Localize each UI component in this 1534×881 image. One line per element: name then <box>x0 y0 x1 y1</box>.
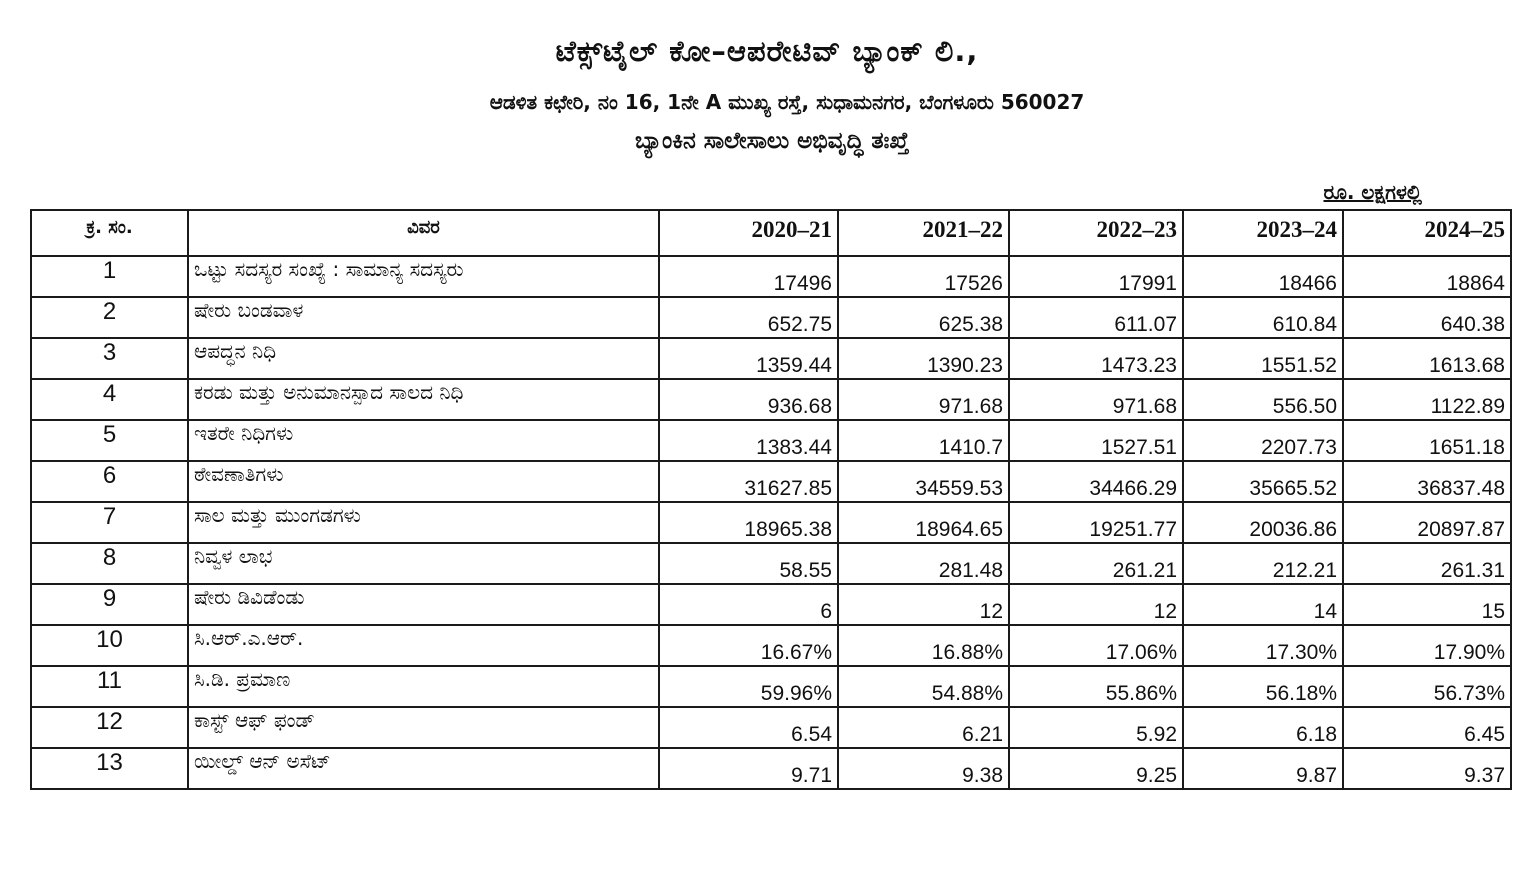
value-cell: 20897.87 <box>1343 502 1511 543</box>
value-cell: 6.54 <box>659 707 838 748</box>
table-header-row <box>31 210 1511 256</box>
value-cell: 1527.51 <box>1009 420 1183 461</box>
serial-number-cell: 11 <box>31 666 188 707</box>
particulars-cell: ಠೇವಣಾತಿಗಳು <box>188 461 659 502</box>
value-cell: 17.90% <box>1343 625 1511 666</box>
table-body <box>31 256 1511 789</box>
value-cell: 9.38 <box>838 748 1009 789</box>
value-cell: 1383.44 <box>659 420 838 461</box>
column-header-year: 2020–21 <box>659 210 838 256</box>
value-cell: 1122.89 <box>1343 379 1511 420</box>
unit-note: ರೂ. ಲಕ್ಷಗಳಲ್ಲಿ <box>1323 180 1422 204</box>
value-cell: 6.21 <box>838 707 1009 748</box>
value-cell: 56.73% <box>1343 666 1511 707</box>
column-header-year: 2023–24 <box>1183 210 1343 256</box>
table-row <box>31 748 1511 789</box>
table-row <box>31 379 1511 420</box>
value-cell: 19251.77 <box>1009 502 1183 543</box>
value-cell: 281.48 <box>838 543 1009 584</box>
document-title: ಟೆಕ್ಸ್‌ಟೈಲ್ ಕೋ–ಆಪರೇಟಿವ್ ಬ್ಯಾಂಕ್ ಲಿ., <box>555 34 979 68</box>
value-cell: 6.18 <box>1183 707 1343 748</box>
value-cell: 9.37 <box>1343 748 1511 789</box>
value-cell: 59.96% <box>659 666 838 707</box>
value-cell: 610.84 <box>1183 297 1343 338</box>
progress-table <box>30 209 1512 790</box>
serial-number-cell: 5 <box>31 420 188 461</box>
value-cell: 58.55 <box>659 543 838 584</box>
particulars-cell: ಆಪದ್ಧನ ನಿಧಿ <box>188 338 659 379</box>
particulars-cell: ಸಿ.ಆರ್.ಎ.ಆರ್. <box>188 625 659 666</box>
value-cell: 611.07 <box>1009 297 1183 338</box>
serial-number-cell: 9 <box>31 584 188 625</box>
value-cell: 1473.23 <box>1009 338 1183 379</box>
value-cell: 17496 <box>659 256 838 297</box>
particulars-cell: ಷೇರು ಬಂಡವಾಳ <box>188 297 659 338</box>
value-cell: 35665.52 <box>1183 461 1343 502</box>
value-cell: 2207.73 <box>1183 420 1343 461</box>
table-row <box>31 584 1511 625</box>
particulars-cell: ಕಾಸ್ಟ್ ಆಫ್ ಫಂಡ್ <box>188 707 659 748</box>
value-cell: 18964.65 <box>838 502 1009 543</box>
value-cell: 1551.52 <box>1183 338 1343 379</box>
column-header-year: 2021–22 <box>838 210 1009 256</box>
table-row <box>31 297 1511 338</box>
value-cell: 20036.86 <box>1183 502 1343 543</box>
particulars-cell: ಒಟ್ಟು ಸದಸ್ಯರ ಸಂಖ್ಯೆ : ಸಾಮಾನ್ಯ ಸದಸ್ಯರು <box>188 256 659 297</box>
value-cell: 17991 <box>1009 256 1183 297</box>
table-row <box>31 461 1511 502</box>
value-cell: 18965.38 <box>659 502 838 543</box>
serial-number-cell: 4 <box>31 379 188 420</box>
serial-number-cell: 13 <box>31 748 188 789</box>
value-cell: 5.92 <box>1009 707 1183 748</box>
value-cell: 556.50 <box>1183 379 1343 420</box>
particulars-cell: ಷೇರು ಡಿವಿಡೆಂಡು <box>188 584 659 625</box>
particulars-cell: ಸಿ.ಡಿ. ಪ್ರಮಾಣ <box>188 666 659 707</box>
bank-address: ಆಡಳಿತ ಕಛೇರಿ, ನಂ 16, 1ನೇ A ಮುಖ್ಯ ರಸ್ತೆ, ಸುಧಾಮನಗರ, ಬೆಂಗಳೂರು 560027 <box>489 90 1085 114</box>
table-row <box>31 502 1511 543</box>
serial-number-cell: 10 <box>31 625 188 666</box>
value-cell: 18864 <box>1343 256 1511 297</box>
value-cell: 34559.53 <box>838 461 1009 502</box>
particulars-cell: ಸಾಲ ಮತ್ತು ಮುಂಗಡಗಳು <box>188 502 659 543</box>
serial-number-cell: 7 <box>31 502 188 543</box>
table-row <box>31 338 1511 379</box>
particulars-cell: ಯೀಲ್ಡ್ ಆನ್ ಅಸೆಟ್ <box>188 748 659 789</box>
value-cell: 6.45 <box>1343 707 1511 748</box>
serial-number-cell: 12 <box>31 707 188 748</box>
particulars-cell: ಇತರೇ ನಿಧಿಗಳು <box>188 420 659 461</box>
value-cell: 17.06% <box>1009 625 1183 666</box>
document-subtitle: ಬ್ಯಾಂಕಿನ ಸಾಲೇಸಾಲು ಅಭಿವೃದ್ಧಿ ತಃಖ್ತೆ <box>635 128 909 154</box>
value-cell: 14 <box>1183 584 1343 625</box>
particulars-cell: ಕರಡು ಮತ್ತು ಅನುಮಾನಸ್ಪಾದ ಸಾಲದ ನಿಧಿ <box>188 379 659 420</box>
value-cell: 17.30% <box>1183 625 1343 666</box>
value-cell: 652.75 <box>659 297 838 338</box>
value-cell: 18466 <box>1183 256 1343 297</box>
value-cell: 1651.18 <box>1343 420 1511 461</box>
value-cell: 640.38 <box>1343 297 1511 338</box>
table-row <box>31 707 1511 748</box>
column-header-year: 2024–25 <box>1343 210 1511 256</box>
table-row <box>31 666 1511 707</box>
column-header-serial: ಕ್ರ. ಸಂ. <box>31 210 188 256</box>
value-cell: 1359.44 <box>659 338 838 379</box>
value-cell: 6 <box>659 584 838 625</box>
table-row <box>31 543 1511 584</box>
serial-number-cell: 1 <box>31 256 188 297</box>
table-row <box>31 625 1511 666</box>
serial-number-cell: 6 <box>31 461 188 502</box>
value-cell: 261.21 <box>1009 543 1183 584</box>
value-cell: 16.67% <box>659 625 838 666</box>
table-row <box>31 256 1511 297</box>
value-cell: 12 <box>1009 584 1183 625</box>
column-header-particulars: ವಿವರ <box>188 210 659 256</box>
value-cell: 36837.48 <box>1343 461 1511 502</box>
value-cell: 1410.7 <box>838 420 1009 461</box>
value-cell: 971.68 <box>1009 379 1183 420</box>
value-cell: 1390.23 <box>838 338 1009 379</box>
value-cell: 9.25 <box>1009 748 1183 789</box>
value-cell: 34466.29 <box>1009 461 1183 502</box>
value-cell: 31627.85 <box>659 461 838 502</box>
value-cell: 54.88% <box>838 666 1009 707</box>
particulars-cell: ನಿವ್ವಳ ಲಾಭ <box>188 543 659 584</box>
value-cell: 55.86% <box>1009 666 1183 707</box>
serial-number-cell: 3 <box>31 338 188 379</box>
value-cell: 936.68 <box>659 379 838 420</box>
serial-number-cell: 2 <box>31 297 188 338</box>
value-cell: 16.88% <box>838 625 1009 666</box>
value-cell: 212.21 <box>1183 543 1343 584</box>
value-cell: 15 <box>1343 584 1511 625</box>
column-header-year: 2022–23 <box>1009 210 1183 256</box>
value-cell: 971.68 <box>838 379 1009 420</box>
value-cell: 12 <box>838 584 1009 625</box>
value-cell: 261.31 <box>1343 543 1511 584</box>
value-cell: 17526 <box>838 256 1009 297</box>
value-cell: 9.71 <box>659 748 838 789</box>
value-cell: 56.18% <box>1183 666 1343 707</box>
serial-number-cell: 8 <box>31 543 188 584</box>
value-cell: 9.87 <box>1183 748 1343 789</box>
value-cell: 625.38 <box>838 297 1009 338</box>
value-cell: 1613.68 <box>1343 338 1511 379</box>
table-row <box>31 420 1511 461</box>
